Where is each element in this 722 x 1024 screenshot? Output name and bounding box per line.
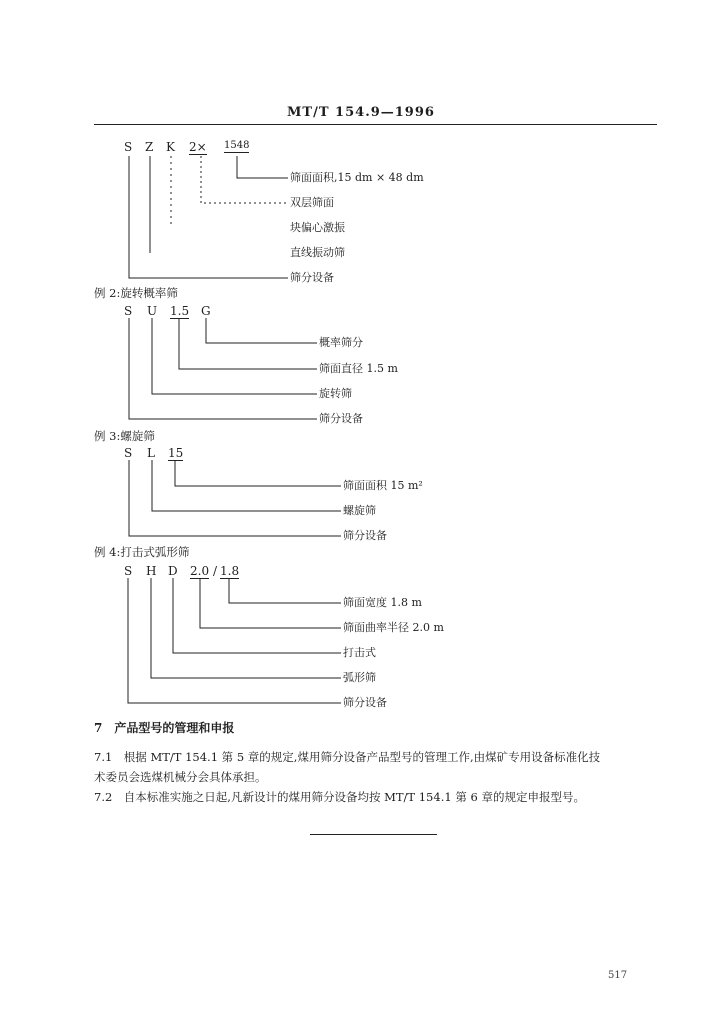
ex2-code-s: S [124,304,133,318]
ex3-label-spiral: 螺旋筛 [343,504,376,517]
ex2-connector-rotary [152,318,317,394]
ex3-code-area: 15 [168,446,184,460]
ex3-label-screening-equipment: 筛分设备 [343,529,387,542]
ex3-connector-area [175,460,341,486]
ex2-label-rotary: 旋转筛 [319,387,352,400]
ex4-code-slash: / [213,564,218,578]
ex3-title: 例 3:螺旋筛 [94,429,155,443]
ex3-connector-screening [129,460,341,536]
ex4-code-d: D [168,564,178,578]
ex1-connector-double [201,156,288,203]
ex1-label-screening-equipment: 筛分设备 [290,271,334,284]
ex1-connector-area [237,156,288,178]
ex4-connector-impact [173,578,341,653]
ex1-label-eccentric: 块偏心激振 [290,221,345,234]
ex4-label-radius: 筛面曲率半径 2.0 m [343,621,444,634]
ex1-code-double-layer: 2× [189,140,207,154]
ex1-code-area: 1548 [224,140,250,151]
page-number: 517 [608,970,628,981]
ex2-code-g: G [201,304,211,318]
ex1-label-double-deck: 双层筛面 [290,196,334,209]
ex4-code-width: 1.8 [220,564,240,578]
ex4-label-arc: 弧形筛 [343,671,376,684]
clause-7-2: 7.2 自本标准实施之日起,凡新设计的煤用筛分设备均按 MT/T 154.1 第 6 章的规定申报型号。 [94,790,585,804]
ex4-label-screening-equipment: 筛分设备 [343,696,387,709]
ex4-title: 例 4:打击式弧形筛 [94,545,190,559]
ex4-connector-screening [128,578,341,703]
ex1-label-area: 筛面面积,15 dm × 48 dm [290,171,424,184]
ex3-label-area: 筛面面积 15 m² [343,479,423,492]
ex4-code-radius: 2.0 [190,564,210,578]
ex1-code-s: S [124,140,133,154]
ex2-label-probability: 概率筛分 [319,336,363,349]
ex4-label-impact: 打击式 [343,646,376,659]
ex4-label-width: 筛面宽度 1.8 m [343,596,422,609]
ex1-code-k: K [166,140,175,154]
ex4-connector-width [229,578,341,603]
ex4-code-s: S [124,564,133,578]
ex2-label-screening-equipment: 筛分设备 [319,412,363,425]
ex2-connector-probability [206,318,317,343]
ex1-label-linear-vibrating: 直线振动筛 [290,246,345,259]
ex4-code-h: H [146,564,157,578]
section-7-title: 7 产品型号的管理和申报 [94,721,235,735]
end-of-standard-rule [310,834,437,835]
ex3-code-l: L [147,446,155,460]
ex2-code-diameter: 1.5 [170,304,190,318]
ex2-label-diameter: 筛面直径 1.5 m [319,362,398,375]
clause-7-1-line-1: 7.1 根据 MT/T 154.1 第 5 章的规定,煤用筛分设备产品型号的管理工作,由煤矿专用设备标准化技 [94,750,601,764]
ex2-title: 例 2:旋转概率筛 [94,286,178,300]
ex1-code-z: Z [145,140,154,154]
ex2-code-u: U [147,304,158,318]
clause-7-1-line-2: 术委员会选煤机械分会具体承担。 [94,770,267,784]
running-header: MT/T 154.9—1996 [287,105,435,120]
ex1-connector-screening [129,156,288,278]
ex3-code-s: S [124,446,133,460]
